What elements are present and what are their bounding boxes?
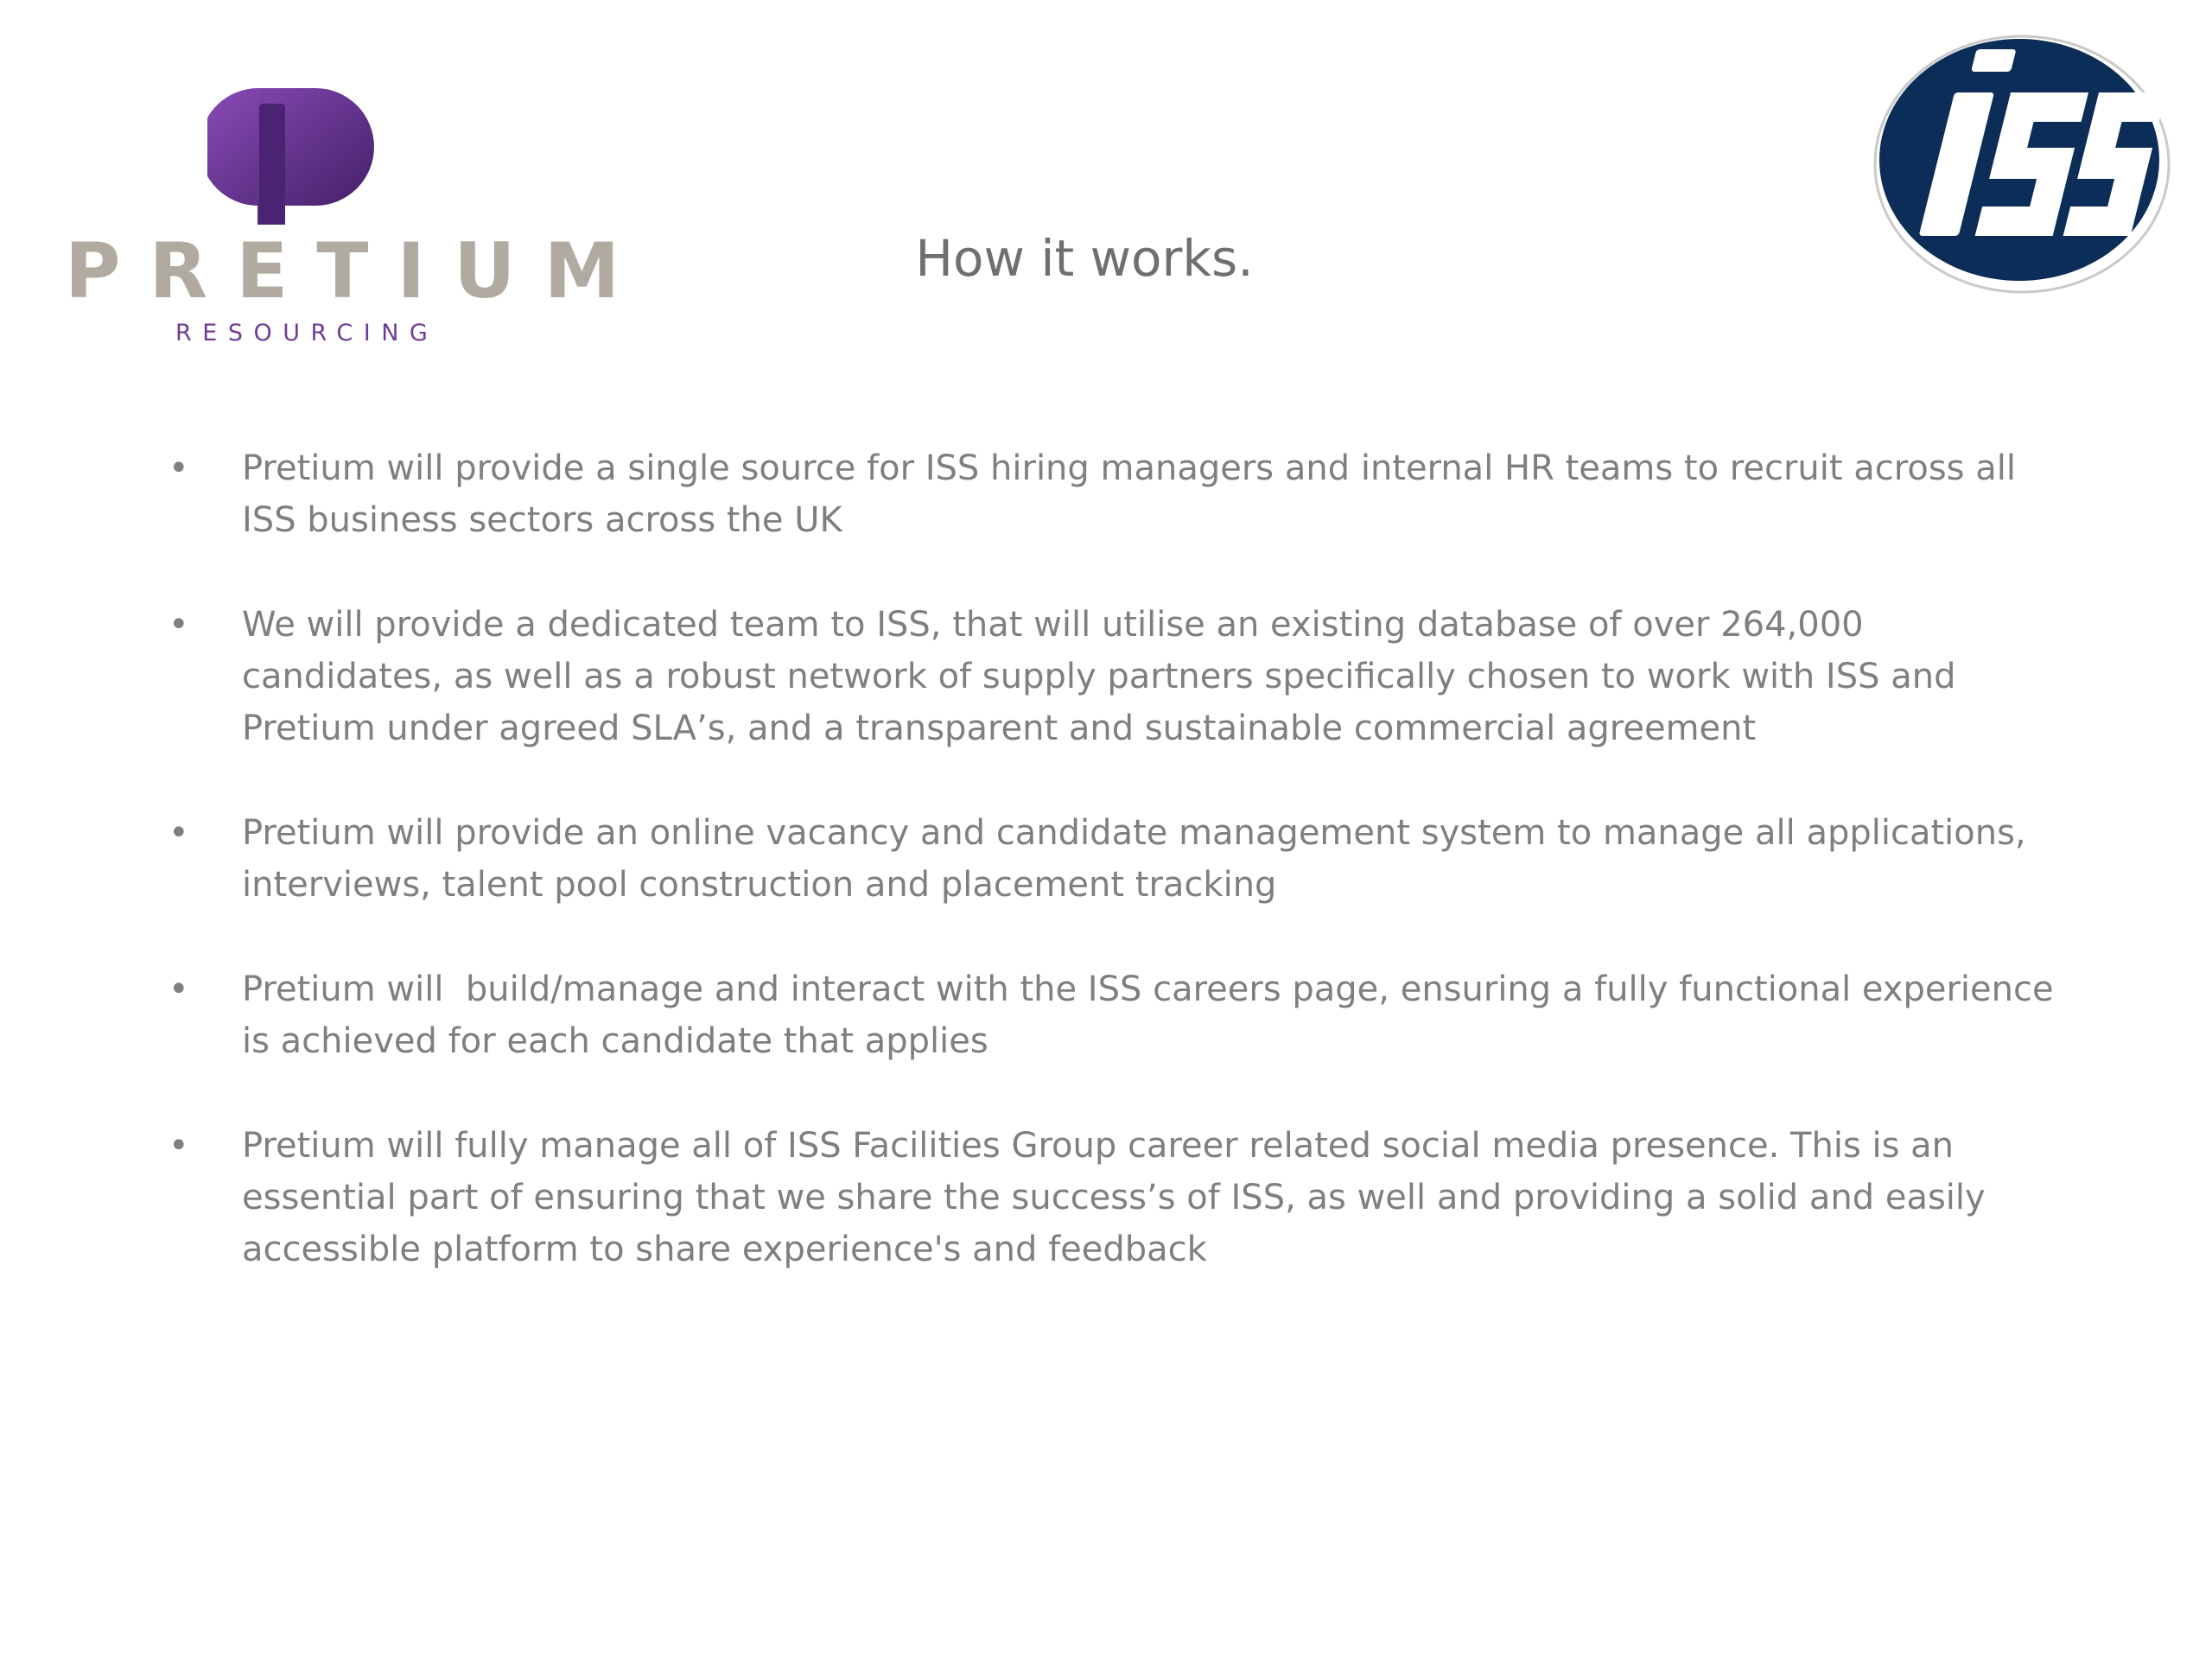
pretium-tagline: RESOURCING [175,320,439,346]
list-item [168,442,2069,546]
bullet-text: We will provide a dedicated team to ISS, that will utilise an existing database of over 264,000 candidates, as well as a robust network of supply partners specifically chosen to work with ISS and Pretium under agreed SLA’s, and a transparent and sustainable commercial agreement [242,605,1967,748]
pretium-p-mark-icon [207,78,389,225]
list-item [168,807,2069,911]
bullet-icon: • [168,969,189,1009]
bullet-text: Pretium will provide an online vacancy and candidate management system to manage all applications, interviews, talent pool construction and placement tracking [242,813,2037,905]
bullet-text: Pretium will build/manage and interact with the ISS careers page, ensuring a fully functional experience is achieved for each candidate that applies [242,969,2065,1061]
pretium-resourcing-logo [65,69,649,354]
list-item [168,599,2069,754]
bullet-icon: • [168,813,189,853]
list-item [168,963,2069,1067]
bullet-text: Pretium will provide a single source for ISS hiring managers and internal HR teams to recruit across all ISS business sectors across the UK [242,448,2027,540]
slide-title: How it works. [915,229,1254,288]
bullet-icon: • [168,605,189,645]
pretium-wordmark: PRETIUM [65,226,649,315]
bullet-icon: • [168,1126,189,1166]
bullet-list [168,442,2069,1328]
list-item [168,1120,2069,1275]
bullet-icon: • [168,448,189,488]
bullet-text: Pretium will fully manage all of ISS Facilities Group career related social media presence. This is an essential part of ensuring that we share the success’s of ISS, as well and providing a solid and easily accessible platform to share experience's and feedback [242,1126,1997,1269]
